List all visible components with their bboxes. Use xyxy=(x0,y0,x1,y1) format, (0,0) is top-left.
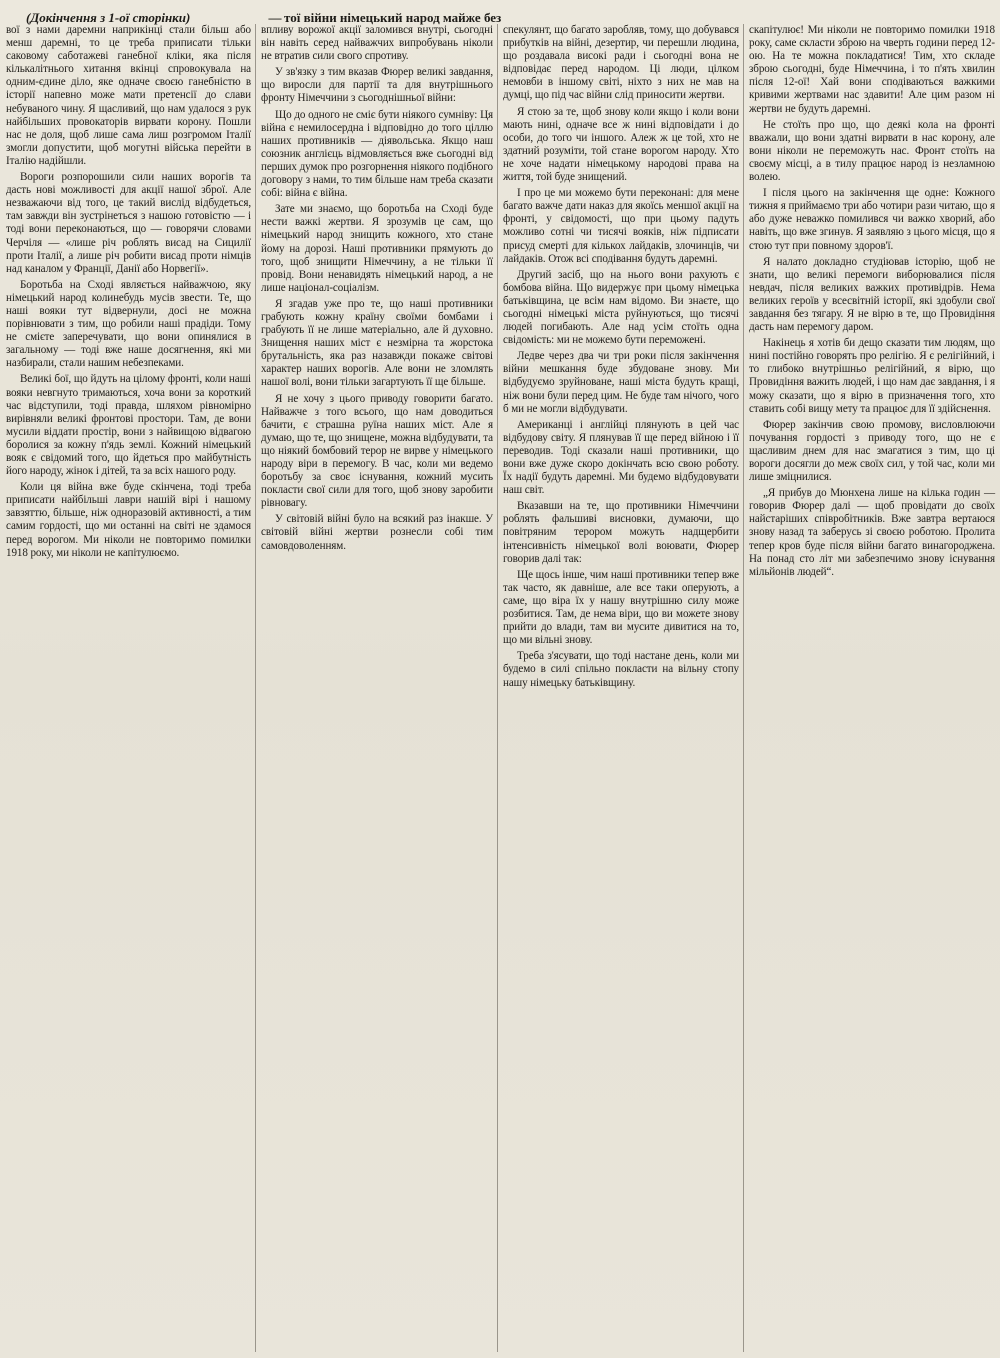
column-3-paragraph: Ще щось інше, чим наші противники тепер вже так часто, як давніше, але все таки оперують, а саме, що віра їх у нашу внутрішню силу може розбитися. Там, де нема віри, що ви можете знову прийти до влади, там ви мусите дивитися на то, що ми вільні знову. xyxy=(503,568,739,647)
column-3-paragraph: І про це ми можемо бути переконані: для мене багато важче дати наказ для якоїсь меншої акції на фронті, у свідомості, що при цьому падуть можливо сотні чи тисячі вояків, ніж підписати присуд смерті для кількох лайдаків, злочинців, чи лайдаків. Отож всі сподівання будуть даремні. xyxy=(503,187,739,265)
continuation-note: (Докінчення з 1-ої сторінки) xyxy=(26,10,191,25)
column-2-paragraph: У світовій війні було на всякий раз інакше. У світовій війні жертви рознесли собі тим самовдоволенням. xyxy=(261,513,493,552)
column-4-paragraph: скапітулює! Ми ніколи не повторимо помилки 1918 року, саме скласти зброю на чверть години перед 12-ою. На те можна покладатися! Тим, хто складе зброю сьогодні, буде Німеччина, і то п'ять хвилин після 12-ої! Хай вони сподіваються важкими кривими жертвами нас здавити! Але цим разом ні жертви не будуть даремні. xyxy=(749,24,995,115)
column-3-paragraph: Другий засіб, що на нього вони рахують є бомбова війна. Що видержує при цьому німецька батьківщина, це всім нам відомо. Ви знаєте, що сьогодні німецькі міста руйнуються, що тисячі людей погибають. Але над усім стоїть одна свідомість: ми не можемо бути переможені. xyxy=(503,268,739,347)
column-1-paragraph: Коли ця війна вже буде скінчена, тоді треба приписати найбільші лаври нашій вірі і нашому завзяттю, більше, ніж одноразовій активності, а тим самим гордості, що ми останні на світі не здамося перед ворогом. Ми ніколи не повторимо помилки 1918 року, ми ніколи не капітулюємо. xyxy=(6,481,251,559)
column-1-paragraph: Боротьба на Сході являється найважчою, яку німецький народ колинебудь мусів звести. Те, що наші вояки тут відвернули, досі не можна порівнювати з тим, що робили наші прадіди. Тому не смієте заперечувати, що вони опинялися в загальному — тоді вже наше досягнення, які ми назбирали, стали нашим небезпеками. xyxy=(6,278,251,370)
column-3-paragraph: Я стою за те, щоб знову коли якщо і коли вони мають нині, одначе все ж нині відповідати і до особи, до того чи іншого. Алеж ж це той, хто не здатний розуміти, той стане ворогом народу. Хто не хоче надати німецькому народові права на життя, той буде знищений. xyxy=(503,105,739,184)
column-2-paragraph: впливу ворожої акції заломився внутрі, сьогодні він навіть серед найважчих випробувань ніколи не втратив сили свого спротиву. xyxy=(261,24,493,63)
column-2-paragraph: Я згадав уже про те, що наші противники грабують кожну країну своїми бомбами і грабують її не лише матеріально, але й духовно. Знищення наших міст є незмірна та жорстока брутальність, яка раз назавжди покаже світові характер наших ворогів. Але вони не зломлять нашої волі, вони тільки загартують її ще більше. xyxy=(261,297,493,389)
column-2 xyxy=(261,24,498,1352)
column-2-paragraph: Що до одного не сміє бути ніякого сумніву: Ця війна є немилосердна і відповідно до того ціллю наших противників — діявольська. Якщо наш союзник англієць відмовляється вже сьогодні від перших думок про розгорнення ніякого подібного договору з нами, то тим більше нам треба сказати собі: війна є війна. xyxy=(261,108,493,200)
column-3-paragraph: Американці і англійці плянують в цей час відбудову світу. Я плянував її ще перед війною і її переводив. Тоді сказали наші противники, що вони вже дуже скоро докінчать всю свою роботу. Їх надії будуть даремні. Ми будемо відбудовувати наш світ. xyxy=(503,418,739,497)
column-2-paragraph: Я не хочу з цього приводу говорити багато. Найважче з того всього, що нам доводиться бачити, є страшна руїна наших міст. Але я думаю, що те, що знищене, можна відбудувати, та що ніякий бомбовий терор не вирве у німецького народу віри в перемогу. В час, коли ми ведемо боротьбу за своє існування, кожний мусить покласти свої сили для того, щоб знову заробити рівновагу. xyxy=(261,392,494,510)
column-3-paragraph: Вказавши на те, що противники Німеччини роблять фальшиві висновки, думаючи, що повітряним терором можуть надщербити інтенсивність німецької волі воювати, Фюрер говорив далі так: xyxy=(503,500,739,565)
column-4-paragraph: Фюрер закінчив свою промову, висловлюючи почування гордості з приводу того, що не є щасливим днем для нас змагатися з тим, що ці вороги досягли до меж своїх сил, у той час, коли ми лише зміцнилися. xyxy=(749,418,995,484)
column-4-paragraph: „Я прибув до Мюнхена лише на кілька годин — говорив Фюрер далі — щоб провідати до своїх найстаріших співробітників. Вже завтра вертаюся знову назад та заберусь зі своєю роботою. Пролита тепер кров буде після війни багато винагороджена. На понад сто літ ми забезпечимо знову існування мільйонів людей“. xyxy=(749,487,995,578)
column-4-paragraph: Накінець я хотів би дещо сказати тим людям, що нині постійно говорять про релігію. Я є релігійний, і то глибоко внутрішньо релігійний, я вірю, що Провидіння важить людей, і що нам дає завдання, і я можу сказати, що я вірю в призначення того, хто ставить собі вищу мету та працює для її здійснення. xyxy=(749,337,995,415)
column-1-paragraph: Вороги розпорошили сили наших ворогів та дасть нові можливості для акції нашої зброї. Але незважаючи від того, це такий вислід відбудеться, там завжди він зустрінеться з нашою готовістю — і тоді вони переконаються, що — говорячи словами Черчіля — «лише річ роблять висад на Сицилії проти Італії, а лише річ робити висад проти німців над каналом у Франції, Данії або Норвегії». xyxy=(6,171,251,275)
column-3-paragraph: Треба з'ясувати, що тоді настане день, коли ми будемо в силі спільно покласти на вільну стопу нашу німецьку батьківщину. xyxy=(503,650,739,689)
column-4-paragraph: Не стоїть про що, що деякі кола на фронті вважали, що вони здатні вирвати в нас корону, але вони ніколи не переможуть нас. Фронт стоїть на своєму місці, а в тилу працює народ із незламною волею. xyxy=(749,118,995,184)
header-dash: — xyxy=(268,10,282,25)
page-header xyxy=(6,4,994,26)
column-1-paragraph: вої з нами даремни наприкінці стали більш або менш даремні, то це треба приписати тільки саковому саботажеві ганебної кліки, яка після кількалітнього хитання вкінці спровокувала на одним-єдине діло, яке одначе своєю ганебністю в історії напевно може мати претенсії до слави небуваного чину. Я щасливий, що нам удалося з рук найбільших провокаторів вирвати корону. Пошли нас не доля, щоб лише сама лиш розгромом Італії змогли допустити, щоб могутні війська перейти в Італію надійшли. xyxy=(6,24,251,167)
column-3-paragraph: спекулянт, що багато заробляв, тому, що добувався прибутків на війні, дезертир, чи перешли людина, що роздавала високі ради і сьогодні вона не відповідає перед народом. Ці люди, цілком немовби в іншому світі, ніхто з них не мав на думці, що під час війни слід приносити жертви. xyxy=(503,24,739,102)
column-3 xyxy=(503,24,744,1352)
column-4-paragraph: І після цього на закінчення ще одне: Кожного тижня я приймаємо три або чотири рази читаю, що я або дуже неважко помилився чи важко хворий, або навіть, що вже згинув. Я заявляю з цього місця, що я стою тут при повному здоров'ї. xyxy=(749,187,995,252)
column-1-paragraph: Великі бої, що йдуть на цілому фронті, коли наші вояки невгнуто тримаються, хоча вони за короткий час відступили, тоді правда, шляхом рівномірно вирівняли великі фронтові простори. Там, де вони мусили віддати простір, вони з найвищою відвагою боролися за кожну п'ядь землі. Кожний німецький вояк є свідомий того, що йдеться про майбутність його народу, жінок і дітей, та за всіх нашого роду. xyxy=(6,373,251,478)
column-2-paragraph: Зате ми знаємо, що боротьба на Сході буде нести важкі жертви. Я зрозумів це сам, що німецький народ знищить кожного, хто стане йому на дорозі. Наші противники прямують до того, щоб знищити Німеччину, а не тільки її провід. Вони ненавидять німецький народ, а не лише націонал-соціалізм. xyxy=(261,203,493,294)
column-3-paragraph: Ледве через два чи три роки після закінчення війни мешкання буде збудоване знову. Ми відбудуємо зруйноване, наші міста будуть кращі, ніж вони були перед цим. Не буде там нічого, чого б ми не могли відбудувати. xyxy=(503,350,739,415)
article-columns xyxy=(6,24,994,1352)
column-1 xyxy=(6,24,256,1352)
column-2-paragraph: У зв'язку з тим вказав Фюрер великі завдання, що виросли для партії та для внутрішнього фронту Німеччини з сьогоднішньої війни: xyxy=(261,66,493,105)
column-4-paragraph: Я налато докладно студіював історію, щоб не знати, що великі перемоги виборювалися після невдач, після великих важких противідрів. Нема великих героїв у всесвітній історії, які здобули свої завдання без тягару. Я не вірю в те, що Провидіння дасть нам перемогу даром. xyxy=(749,255,995,334)
column-4 xyxy=(749,24,999,1352)
header-lead-line: тої війни німецький народ майже без xyxy=(284,10,502,25)
